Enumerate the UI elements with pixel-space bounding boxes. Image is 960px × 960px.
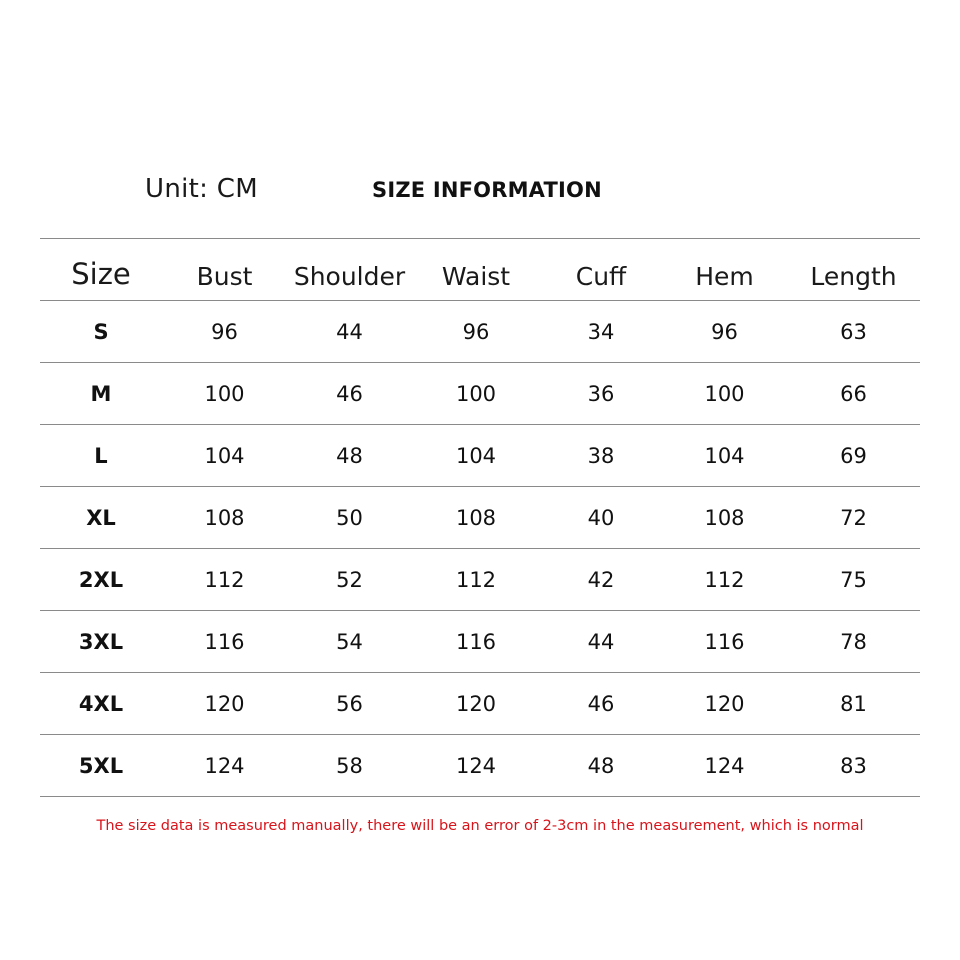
cell-cuff: 46 xyxy=(587,691,615,716)
table-row xyxy=(40,301,920,363)
cell-waist: 96 xyxy=(462,319,490,344)
cell-hem: 100 xyxy=(704,381,745,406)
cell-size: M xyxy=(90,381,112,406)
header-bust: Bust xyxy=(196,262,253,291)
cell-size: 3XL xyxy=(78,629,124,654)
cell-hem: 120 xyxy=(704,691,745,716)
cell-cuff: 44 xyxy=(587,629,615,654)
cell-shoulder: 54 xyxy=(336,629,363,654)
cell-waist: 124 xyxy=(455,753,497,778)
cell-size: 5XL xyxy=(78,753,124,778)
cell-waist: 120 xyxy=(455,691,497,716)
cell-bust: 96 xyxy=(211,319,238,344)
cell-length: 69 xyxy=(840,443,867,468)
cell-shoulder: 44 xyxy=(336,319,363,344)
cell-length: 78 xyxy=(840,629,867,654)
cell-bust: 104 xyxy=(204,443,245,468)
cell-hem: 96 xyxy=(711,319,738,344)
cell-shoulder: 52 xyxy=(336,567,363,592)
size-table xyxy=(40,238,920,797)
cell-cuff: 48 xyxy=(587,753,615,778)
unit-label: Unit: CM xyxy=(145,174,258,204)
table-row xyxy=(40,735,920,797)
cell-waist: 104 xyxy=(455,443,497,468)
header-hem: Hem xyxy=(695,262,754,291)
header-size: Size xyxy=(71,256,131,291)
cell-length: 63 xyxy=(840,319,867,344)
cell-size: S xyxy=(93,319,109,344)
cell-hem: 104 xyxy=(704,443,745,468)
cell-cuff: 34 xyxy=(587,319,615,344)
cell-size: 4XL xyxy=(78,691,124,716)
cell-length: 83 xyxy=(840,753,867,778)
cell-bust: 100 xyxy=(204,381,245,406)
cell-shoulder: 58 xyxy=(336,753,363,778)
table-header-row xyxy=(40,239,920,301)
cell-hem: 112 xyxy=(704,567,745,592)
table-row xyxy=(40,487,920,549)
cell-size: L xyxy=(94,443,108,468)
page-title: SIZE INFORMATION xyxy=(372,178,602,202)
header-shoulder: Shoulder xyxy=(293,262,406,291)
header-waist: Waist xyxy=(441,262,511,291)
table-row xyxy=(40,363,920,425)
cell-waist: 116 xyxy=(455,629,497,654)
table-row xyxy=(40,549,920,611)
header-length: Length xyxy=(810,262,897,291)
cell-waist: 100 xyxy=(455,381,497,406)
cell-cuff: 38 xyxy=(587,443,615,468)
cell-shoulder: 46 xyxy=(336,381,363,406)
table-row xyxy=(40,673,920,735)
cell-waist: 108 xyxy=(455,505,497,530)
cell-length: 75 xyxy=(840,567,867,592)
cell-length: 81 xyxy=(840,691,867,716)
cell-cuff: 40 xyxy=(587,505,615,530)
cell-shoulder: 50 xyxy=(336,505,363,530)
cell-cuff: 36 xyxy=(587,381,615,406)
cell-waist: 112 xyxy=(455,567,497,592)
header-cuff: Cuff xyxy=(575,262,627,291)
cell-bust: 116 xyxy=(204,629,245,654)
cell-shoulder: 56 xyxy=(336,691,363,716)
table-row xyxy=(40,611,920,673)
cell-bust: 112 xyxy=(204,567,245,592)
cell-length: 66 xyxy=(840,381,867,406)
cell-bust: 124 xyxy=(204,753,245,778)
cell-size: XL xyxy=(86,505,116,530)
measurement-note: The size data is measured manually, there will be an error of 2-3cm in the measurement, which is normal xyxy=(96,818,864,834)
cell-cuff: 42 xyxy=(587,567,615,592)
cell-hem: 108 xyxy=(704,505,745,530)
cell-bust: 120 xyxy=(204,691,245,716)
cell-shoulder: 48 xyxy=(336,443,363,468)
cell-hem: 116 xyxy=(704,629,745,654)
cell-size: 2XL xyxy=(78,567,124,592)
table-row xyxy=(40,425,920,487)
cell-length: 72 xyxy=(840,505,867,530)
cell-hem: 124 xyxy=(704,753,745,778)
cell-bust: 108 xyxy=(204,505,245,530)
